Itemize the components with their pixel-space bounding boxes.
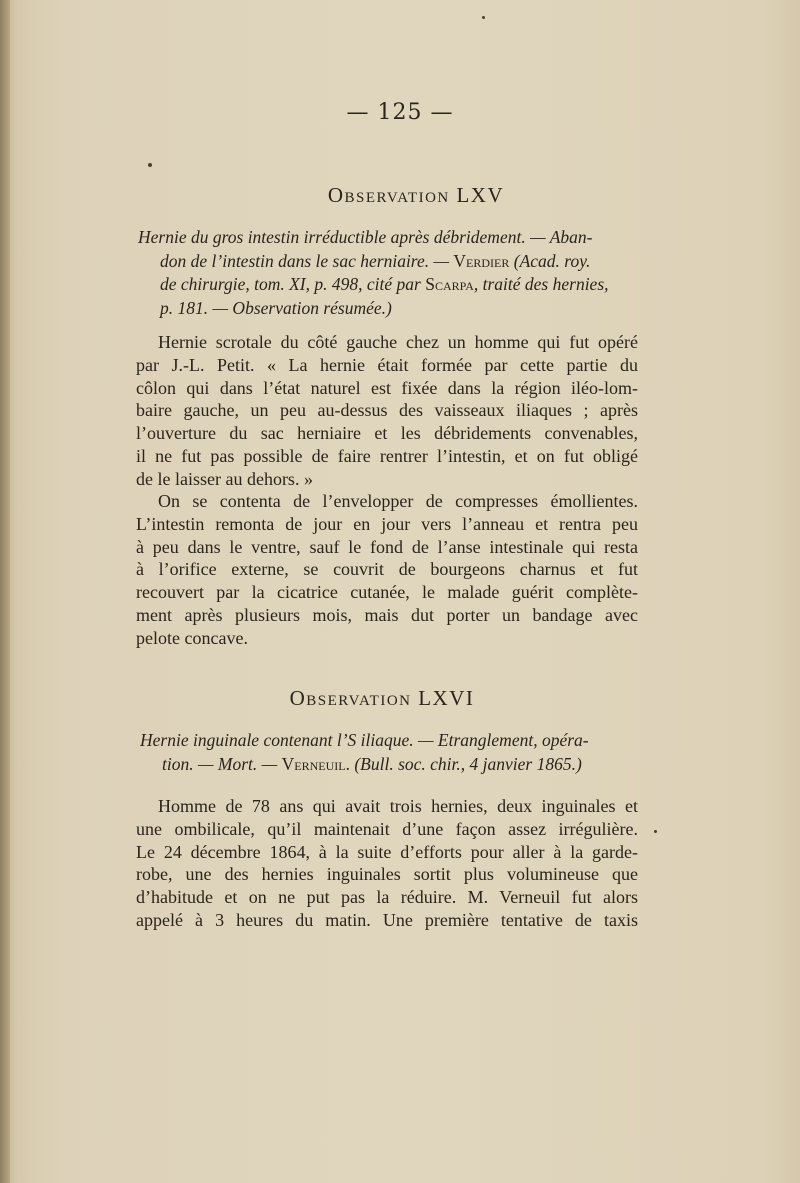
observation-65-heading [138, 226, 660, 320]
text-line: l’ouverture du sac herniaire et les débridements convenables, [136, 423, 638, 444]
ink-speck [654, 830, 657, 833]
heading-line: (Acad. roy. [513, 250, 591, 271]
text-line: Hernie scrotale du côté gauche chez un homme qui fut opéré [158, 332, 638, 352]
text-line: par J.-L. Petit. « La hernie était formée par cette partie du [136, 354, 638, 375]
heading-line: de chirurgie, tom. XI, p. 498, cité par [160, 274, 421, 294]
observation-65-title: Observation LXV [327, 183, 505, 207]
heading-line: Hernie inguinale contenant l’S iliaque. — Etranglement, opéra- [140, 730, 589, 750]
observation-66-heading [140, 729, 662, 776]
observation-66-paragraph-1 [136, 795, 638, 932]
heading-line: Hernie du gros intestin irréductible après débridement. — Aban- [138, 227, 593, 247]
text-line: à peu dans le ventre, sauf le fond de l’anse intestinale qui resta [136, 536, 638, 557]
text-line: L’intestin remonta de jour en jour vers l’anneau et rentra peu [136, 513, 638, 534]
heading-line: , traité des hernies, [473, 274, 609, 294]
observation-65-paragraph-2 [136, 490, 638, 650]
text-line: côlon qui dans l’état naturel est fixée dans la région iléo-lom- [136, 377, 638, 398]
text-line: d’habitude et on ne put pas la réduire. M. Verneuil fut alors [136, 887, 638, 908]
heading-line: (Bull. soc. chir., 4 janvier 1865.) [354, 753, 582, 774]
heading-line: don de l’intestin dans le sac herniaire. — [160, 250, 450, 271]
text-line: Le 24 décembre 1864, à la suite d’efforts pour aller à la garde- [136, 841, 638, 862]
text-line: Homme de 78 ans qui avait trois hernies, deux inguinales et [158, 796, 638, 816]
page-spine-shadow [0, 0, 10, 1183]
text-line: appelé à 3 heures du matin. Une première tentative de taxis [136, 909, 638, 930]
text-line: baire gauche, un peu au-dessus des vaisseaux iliaques ; après [136, 400, 638, 421]
text-line: pelote concave. [136, 627, 248, 648]
page-number: — 125 — [346, 100, 454, 125]
ink-speck [148, 163, 152, 167]
text-line: à l’orifice externe, se couvrit de bourgeons charnus et fut [136, 559, 638, 580]
observation-65-paragraph-1 [136, 331, 638, 491]
heading-line: p. 181. — Observation résumée.) [160, 297, 392, 318]
cited-author-name: Scarpa [425, 274, 474, 294]
text-line: il ne fut pas possible de faire rentrer l’intestin, et on fut obligé [136, 445, 638, 466]
text-line: On se contenta de l’envelopper de compresses émollientes. [158, 491, 638, 511]
author-name: Verdier [453, 250, 510, 271]
text-line: recouvert par la cicatrice cutanée, le malade guérit complète- [136, 582, 638, 603]
text-line: robe, une des hernies inguinales sortit plus volumineuse que [136, 864, 638, 885]
author-name: Verneuil. [281, 753, 350, 774]
text-line: ment après plusieurs mois, mais dut porter un bandage avec [136, 604, 638, 625]
text-line: de le laisser au dehors. » [136, 468, 313, 489]
text-line: une ombilicale, qu’il maintenait d’une façon assez irrégulière. [136, 818, 638, 839]
ink-speck [482, 16, 485, 19]
observation-66-title: Observation LXVI [289, 686, 475, 710]
heading-line: tion. — Mort. — [162, 753, 278, 774]
